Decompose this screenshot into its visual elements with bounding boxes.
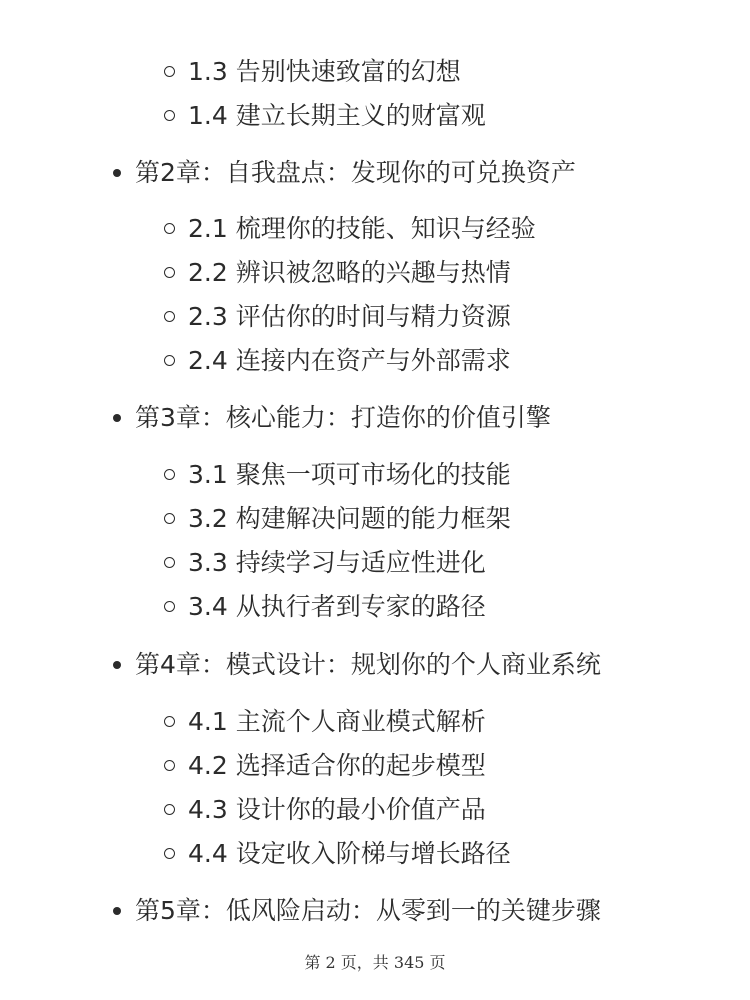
hollow-circle-bullet-icon	[164, 311, 175, 322]
toc-section-label: 4.1 主流个人商业模式解析	[188, 707, 486, 736]
hollow-circle-bullet-icon	[164, 804, 175, 815]
hollow-circle-bullet-icon	[164, 601, 175, 612]
hollow-circle-bullet-icon	[164, 110, 175, 121]
toc-section-label: 4.4 设定收入阶梯与增长路径	[188, 839, 511, 868]
toc-section-label: 4.3 设计你的最小价值产品	[188, 795, 486, 824]
toc-section-label: 2.1 梳理你的技能、知识与经验	[188, 214, 536, 243]
hollow-circle-bullet-icon	[164, 848, 175, 859]
toc-chapter-label: 第5章：低风险启动：从零到一的关键步骤	[135, 896, 601, 925]
hollow-circle-bullet-icon	[164, 716, 175, 727]
toc-chapter-label: 第3章：核心能力：打造你的价值引擎	[135, 403, 551, 432]
filled-circle-bullet-icon	[113, 907, 121, 915]
toc-section-label: 3.3 持续学习与适应性进化	[188, 548, 486, 577]
toc-section-label: 4.2 选择适合你的起步模型	[188, 751, 486, 780]
hollow-circle-bullet-icon	[164, 469, 175, 480]
hollow-circle-bullet-icon	[164, 267, 175, 278]
hollow-circle-bullet-icon	[164, 66, 175, 77]
filled-circle-bullet-icon	[113, 414, 121, 422]
toc-section-label: 2.2 辨识被忽略的兴趣与热情	[188, 258, 511, 287]
toc-section-label: 1.4 建立长期主义的财富观	[188, 101, 486, 130]
hollow-circle-bullet-icon	[164, 760, 175, 771]
hollow-circle-bullet-icon	[164, 557, 175, 568]
hollow-circle-bullet-icon	[164, 513, 175, 524]
filled-circle-bullet-icon	[113, 661, 121, 669]
toc-chapter-label: 第2章：自我盘点：发现你的可兑换资产	[135, 158, 576, 187]
hollow-circle-bullet-icon	[164, 355, 175, 366]
toc-section-label: 1.3 告别快速致富的幻想	[188, 57, 461, 86]
hollow-circle-bullet-icon	[164, 223, 175, 234]
filled-circle-bullet-icon	[113, 169, 121, 177]
toc-section-label: 3.4 从执行者到专家的路径	[188, 592, 486, 621]
toc-chapter-label: 第4章：模式设计：规划你的个人商业系统	[135, 650, 601, 679]
toc-section-label: 2.3 评估你的时间与精力资源	[188, 302, 511, 331]
page-number-footer: 第 2 页，共 345 页	[304, 953, 446, 972]
toc-section-label: 3.2 构建解决问题的能力框架	[188, 504, 511, 533]
toc-section-label: 2.4 连接内在资产与外部需求	[188, 346, 511, 375]
toc-section-label: 3.1 聚焦一项可市场化的技能	[188, 460, 511, 489]
